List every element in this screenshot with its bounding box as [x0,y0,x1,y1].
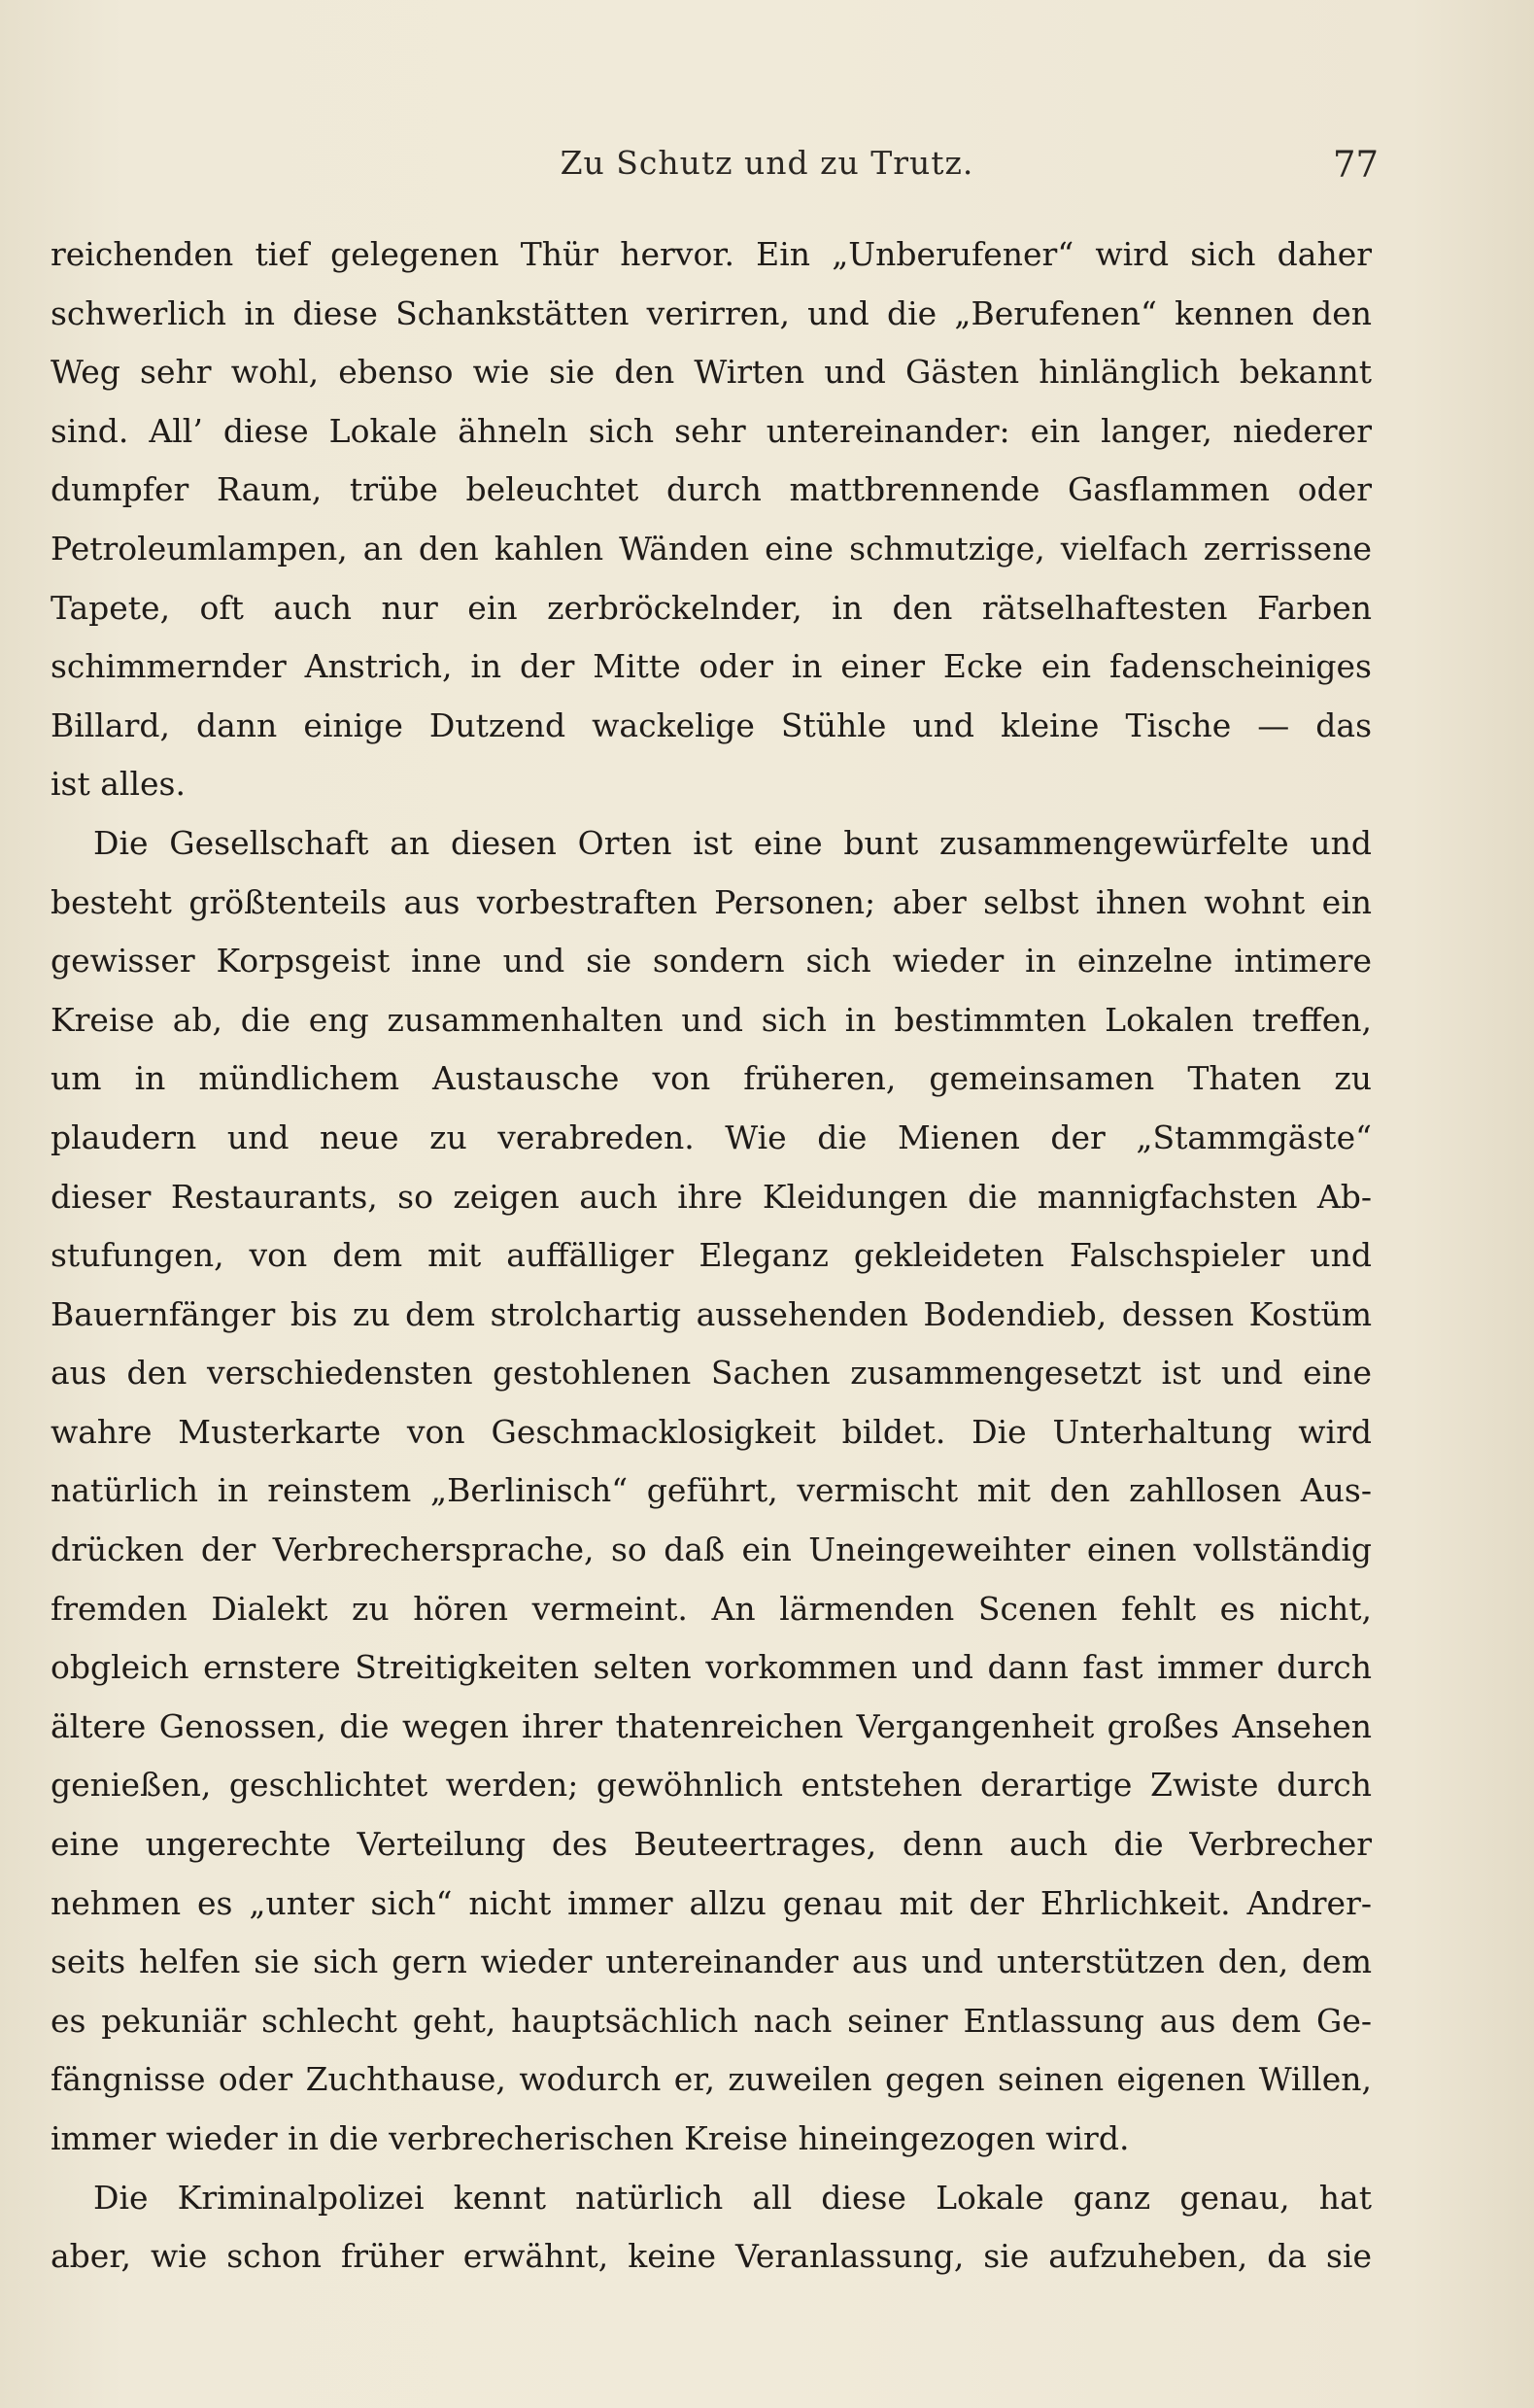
body-text [51,225,1372,2287]
text-line: Weg sehr wohl, ebenso wie sie den Wirten und Gästen hinlänglich bekannt [51,353,1372,392]
text-line: Petroleumlampen, an den kahlen Wänden eine schmutzige, vielfach zerrissene [51,529,1372,568]
text-line: Kreise ab, die eng zusammenhalten und sich in bestimmten Lokalen treffen, [51,1000,1372,1039]
text-line: aus den verschiedensten gestohlenen Sachen zusammengesetzt ist und eine [51,1354,1372,1393]
text-line: aber, wie schon früher erwähnt, keine Veranlassung, sie aufzuheben, da sie [51,2237,1372,2276]
text-line: wahre Musterkarte von Geschmacklosigkeit bildet. Die Unterhaltung wird [51,1412,1372,1451]
text-line: Billard, dann einige Dutzend wackelige Stühle und kleine Tische — das [51,705,1372,744]
text-line: gewisser Korpsgeist inne und sie sondern sich wieder in einzelne intimere [51,942,1372,980]
text-line: schimmernder Anstrich, in der Mitte oder in einer Ecke ein fadenscheiniges [51,647,1372,686]
text-line: nehmen es „unter sich“ nicht immer allzu genau mit der Ehrlichkeit. Andrer- [51,1883,1372,1922]
text-line: schwerlich in diese Schankstätten verirren, und die „Berufenen“ kennen den [51,293,1372,332]
text-line: fremden Dialekt zu hören vermeint. An lärmenden Scenen fehlt es nicht, [51,1589,1372,1628]
text-line: Tapete, oft auch nur ein zerbröckelnder, in den rätselhaftesten Farben [51,588,1372,627]
text-line: seits helfen sie sich gern wieder untereinander aus und unterstützen den, dem [51,1943,1372,1981]
page-number: 77 [1333,144,1380,186]
text-line: genießen, geschlichtet werden; gewöhnlich entstehen derartige Zwiste durch [51,1766,1372,1805]
text-line: immer wieder in die verbrecherischen Kreise hineingezogen wird. [51,2119,1130,2157]
running-title: Zu Schutz und zu Trutz. [560,144,974,182]
text-line: plaudern und neue zu verabreden. Wie die Mienen der „Stammgäste“ [51,1118,1372,1156]
text-line: dumpfer Raum, trübe beleuchtet durch mattbrennende Gasflammen oder [51,470,1372,509]
text-line: Bauernfänger bis zu dem strolchartig aussehenden Bodendieb, dessen Kostüm [51,1294,1372,1333]
text-line: sind. All’ diese Lokale ähneln sich sehr untereinander: ein langer, niederer [51,411,1372,450]
text-line: es pekuniär schlecht geht, hauptsächlich nach seiner Entlassung aus dem Ge- [51,2001,1372,2040]
text-line: ist alles. [51,765,186,804]
text-line: drücken der Verbrechersprache, so daß ein Uneingeweihter einen vollständig [51,1531,1372,1569]
running-head [0,144,1534,192]
text-line: obgleich ernstere Streitigkeiten selten vorkommen und dann fast immer durch [51,1648,1372,1687]
text-line: reichenden tief gelegenen Thür hervor. Ein „Unberufener“ wird sich daher [51,235,1372,273]
text-line: stufungen, von dem mit auffälliger Eleganz gekleideten Falschspieler und [51,1236,1372,1275]
text-line: dieser Restaurants, so zeigen auch ihre Kleidungen die mannigfachsten Ab- [51,1177,1372,1216]
paragraph-start-line: Die Gesellschaft an diesen Orten ist eine bunt zusammengewürfelte und [93,823,1372,862]
paragraph-start-line: Die Kriminalpolizei kennt natürlich all diese Lokale ganz genau, hat [93,2178,1372,2217]
text-line: ältere Genossen, die wegen ihrer thatenreichen Vergangenheit großes Ansehen [51,1706,1372,1745]
text-line: fängnisse oder Zuchthause, wodurch er, zuweilen gegen seinen eigenen Willen, [51,2060,1372,2099]
text-line: natürlich in reinstem „Berlinisch“ geführt, vermischt mit den zahllosen Aus- [51,1471,1372,1510]
text-line: um in mündlichem Austausche von früheren, gemeinsamen Thaten zu [51,1059,1372,1098]
text-line: eine ungerechte Verteilung des Beuteertrages, denn auch die Verbrecher [51,1825,1372,1864]
text-line: besteht größtenteils aus vorbestraften Personen; aber selbst ihnen wohnt ein [51,882,1372,921]
